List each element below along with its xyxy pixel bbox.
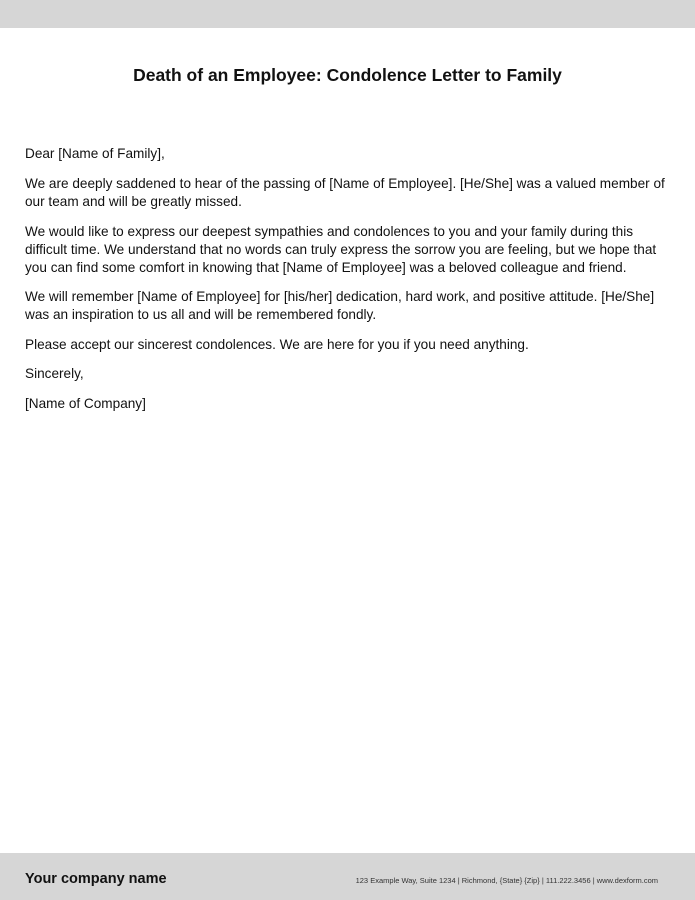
letter-paragraph: We would like to express our deepest sympathies and condolences to you and your family during this difficult time. We understand that no words can truly express the sorrow you are feeling, but we hope that you can find some comfort in knowing that [Name of Employee] was a beloved colleague and friend.	[25, 223, 657, 275]
letter-paragraph: We are deeply saddened to hear of the passing of [Name of Employee]. [He/She] was a valued member of our team and will be greatly missed.	[25, 176, 665, 209]
footer-band	[0, 853, 695, 900]
footer-company-name: Your company name	[25, 871, 167, 887]
letter-signature: [Name of Company]	[25, 395, 146, 411]
letter-paragraph: We will remember [Name of Employee] for [his/her] dedication, hard work, and positive attitude. [He/She] was an inspiration to us all and will be remembered fondly.	[25, 289, 655, 322]
letter-body	[25, 145, 675, 424]
letter-paragraph: Please accept our sincerest condolences. We are here for you if you need anything.	[25, 336, 529, 352]
letter-closing: Sincerely,	[25, 366, 84, 381]
letter-greeting: Dear [Name of Family],	[25, 146, 165, 161]
header-band	[0, 0, 695, 28]
footer-contact-line: 123 Example Way, Suite 1234 | Richmond, {State} {Zip} | 111.222.3456 | www.dexform.com	[355, 876, 658, 885]
document-title: Death of an Employee: Condolence Letter to Family	[133, 65, 562, 85]
